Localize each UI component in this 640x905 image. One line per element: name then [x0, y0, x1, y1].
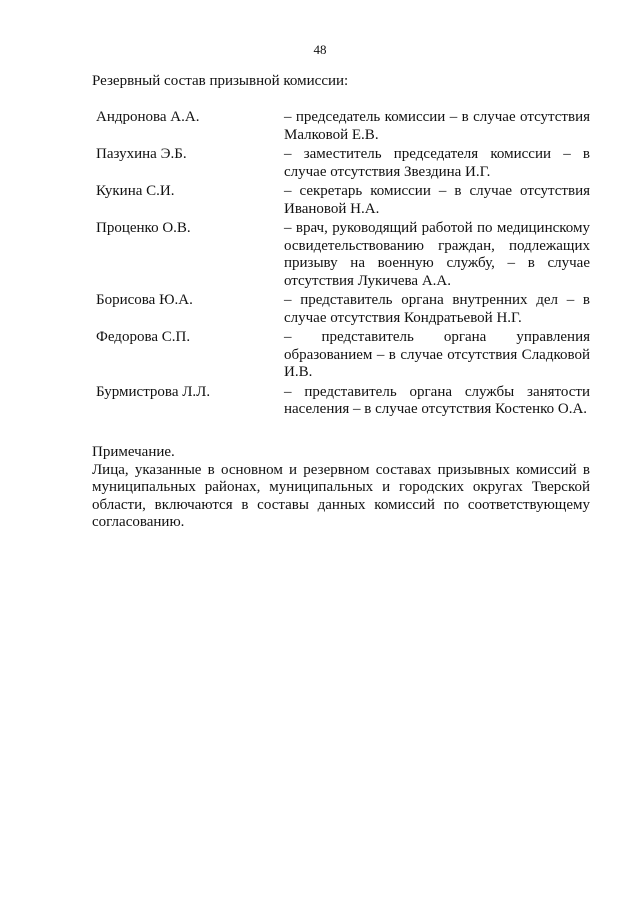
member-row: [96, 109, 590, 144]
member-name: Пазухина Э.Б.: [96, 146, 187, 162]
member-role: – представитель органа управления образованием – в случае отсутствия Сладковой И.В.: [284, 329, 590, 380]
member-name: Федорова С.П.: [96, 329, 191, 345]
note-title: Примечание.: [92, 444, 175, 460]
member-name: Кукина С.И.: [96, 183, 175, 199]
member-row: [96, 292, 590, 327]
section-heading: Резервный состав призывной комиссии:: [92, 73, 349, 89]
member-row: [96, 146, 590, 181]
member-role: – врач, руководящий работой по медицинскому освидетельствованию граждан, подлежащих призыву на военную службу, – в случае отсутствия Лукичева А.А.: [284, 220, 590, 289]
page-number: 48: [313, 42, 327, 57]
member-role: – председатель комиссии – в случае отсутствия Малковой Е.В.: [284, 109, 590, 143]
member-name: Борисова Ю.А.: [96, 292, 193, 308]
member-role: – представитель органа внутренних дел – в случае отсутствия Кондратьевой Н.Г.: [284, 292, 590, 326]
member-row: [96, 384, 590, 419]
member-role: – заместитель председателя комиссии – в случае отсутствия Звездина И.Г.: [284, 146, 590, 180]
member-name: Проценко О.В.: [96, 220, 191, 236]
member-name: Бурмистрова Л.Л.: [96, 383, 211, 400]
member-row: [96, 220, 590, 290]
member-row: [96, 183, 590, 218]
member-row: [96, 329, 590, 382]
note-text: Лица, указанные в основном и резервном составах призывных комиссий в муниципальных районах, муниципальных и городских округах Тверской области, включаются в составы данных комиссий по соответствующему согласованию.: [92, 461, 590, 530]
members-list: [96, 109, 590, 419]
member-name: Андронова А.А.: [96, 109, 200, 125]
note-block: [92, 444, 590, 532]
member-role: – представитель органа службы занятости населения – в случае отсутствия Костенко О.А.: [284, 383, 590, 417]
member-role: – секретарь комиссии – в случае отсутствия Ивановой Н.А.: [284, 183, 590, 217]
